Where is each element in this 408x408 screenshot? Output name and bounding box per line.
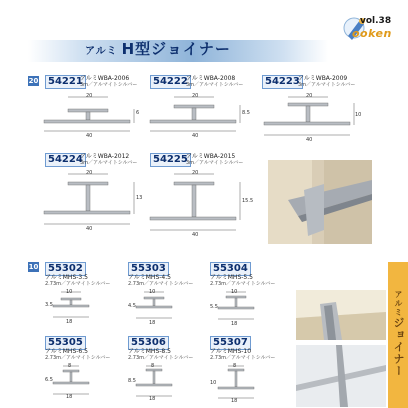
dim-top: 8 xyxy=(151,363,155,369)
product-code: 55303 xyxy=(128,262,169,276)
dim-bottom: 18 xyxy=(149,320,156,326)
dim-top: 20 xyxy=(86,170,93,176)
product-name: アルミWBA-2008 xyxy=(186,75,236,82)
dim-top: 20 xyxy=(86,93,93,99)
product-code: 55306 xyxy=(128,336,169,350)
product-name: アルミWBA-2006 xyxy=(80,75,130,82)
dim-top: 10 xyxy=(66,289,73,295)
dim-height: 5.5 xyxy=(210,304,218,310)
volume-label: vol.38 xyxy=(360,16,392,26)
category-tab-label xyxy=(394,290,406,377)
dim-bottom: 18 xyxy=(66,394,73,400)
dim-top: 8 xyxy=(233,363,237,369)
dim-bottom: 40 xyxy=(192,133,199,139)
dim-top: 10 xyxy=(149,289,156,295)
profile-drawing-55306 xyxy=(128,363,204,405)
product-code: 55307 xyxy=(210,336,251,350)
dim-top: 10 xyxy=(231,289,238,295)
dim-height: 3.5 xyxy=(45,302,53,308)
dim-height: 6 xyxy=(136,110,140,116)
product-code: 54225 xyxy=(150,153,191,167)
section-marker-10: 10 xyxy=(28,263,39,271)
dim-height: 10 xyxy=(355,112,362,118)
ceiling-joiner-photo xyxy=(296,290,386,340)
product-name: アルミMHS-3.5 xyxy=(45,274,88,281)
product-spec: 2.73m／アルマイトシルバー xyxy=(210,281,276,287)
product-spec: 3m／アルマイトシルバー xyxy=(80,160,138,166)
dim-bottom: 40 xyxy=(306,137,313,143)
profile-drawing-55302 xyxy=(45,289,121,329)
product-spec: 3m／アルマイトシルバー xyxy=(298,82,356,88)
dim-top: 20 xyxy=(192,93,199,99)
tab-label: ジョイナー xyxy=(392,317,405,377)
dim-height: 10 xyxy=(210,380,217,386)
product-code: 55304 xyxy=(210,262,251,276)
dim-bottom: 18 xyxy=(66,319,73,325)
product-name: アルミMHS-4.5 xyxy=(128,274,171,281)
product-spec: 2.73m／アルマイトシルバー xyxy=(210,355,276,361)
product-name: アルミWBA-2012 xyxy=(80,153,130,160)
dim-height: 8.5 xyxy=(128,378,136,384)
profile-drawing-55305 xyxy=(45,363,121,405)
product-spec: 3m／アルマイトシルバー xyxy=(186,82,244,88)
dim-bottom: 40 xyxy=(86,133,93,139)
dim-height: 4.5 xyxy=(128,303,136,309)
section-marker-20: 20 xyxy=(28,77,39,85)
product-name: アルミMHS-8.5 xyxy=(128,348,171,355)
product-spec: 2.73m／アルマイトシルバー xyxy=(45,281,111,287)
dim-height: 15.5 xyxy=(242,198,254,204)
dim-top: 8 xyxy=(68,363,72,369)
profile-drawing-55307 xyxy=(210,363,286,405)
product-code: 54222 xyxy=(150,75,191,89)
dim-top: 20 xyxy=(192,170,199,176)
dim-height: 13 xyxy=(136,195,143,201)
dim-bottom: 18 xyxy=(149,396,156,402)
product-name: アルミWBA-2009 xyxy=(298,75,348,82)
product-name: アルミWBA-2015 xyxy=(186,153,236,160)
product-name: アルミMHS-5.5 xyxy=(210,274,253,281)
product-spec: 2.73m／アルマイトシルバー xyxy=(128,355,194,361)
product-code: 55305 xyxy=(45,336,86,350)
installed-joiner-photo xyxy=(268,160,372,244)
product-name: アルミMHS-6.5 xyxy=(45,348,88,355)
page-title xyxy=(85,38,231,59)
dim-height: 6.5 xyxy=(45,377,53,383)
product-code: 54221 xyxy=(45,75,86,89)
dim-height: 8.5 xyxy=(242,110,250,116)
profile-drawing-55303 xyxy=(128,289,204,329)
product-code: 54223 xyxy=(262,75,303,89)
dim-bottom: 18 xyxy=(231,398,238,404)
product-name: アルミMHS-10 xyxy=(210,348,252,355)
title-prefix: アルミ xyxy=(85,46,118,57)
title-main: H型ジョイナー xyxy=(121,40,231,58)
dim-bottom: 40 xyxy=(192,232,199,238)
profile-drawing-55304 xyxy=(210,289,286,329)
brand-logo-text: ooken xyxy=(352,27,392,40)
dim-top: 20 xyxy=(306,93,313,99)
product-code: 55302 xyxy=(45,262,86,276)
tab-prefix: アルミ xyxy=(394,290,403,317)
product-spec: 3m／アルマイトシルバー xyxy=(186,160,244,166)
product-code: 54224 xyxy=(45,153,86,167)
product-spec: 2.73m／アルマイトシルバー xyxy=(128,281,194,287)
product-spec: 3m／アルマイトシルバー xyxy=(80,82,138,88)
dim-bottom: 18 xyxy=(231,321,238,327)
product-spec: 2.73m／アルマイトシルバー xyxy=(45,355,111,361)
cross-joiner-photo xyxy=(296,345,386,407)
dim-bottom: 40 xyxy=(86,226,93,232)
